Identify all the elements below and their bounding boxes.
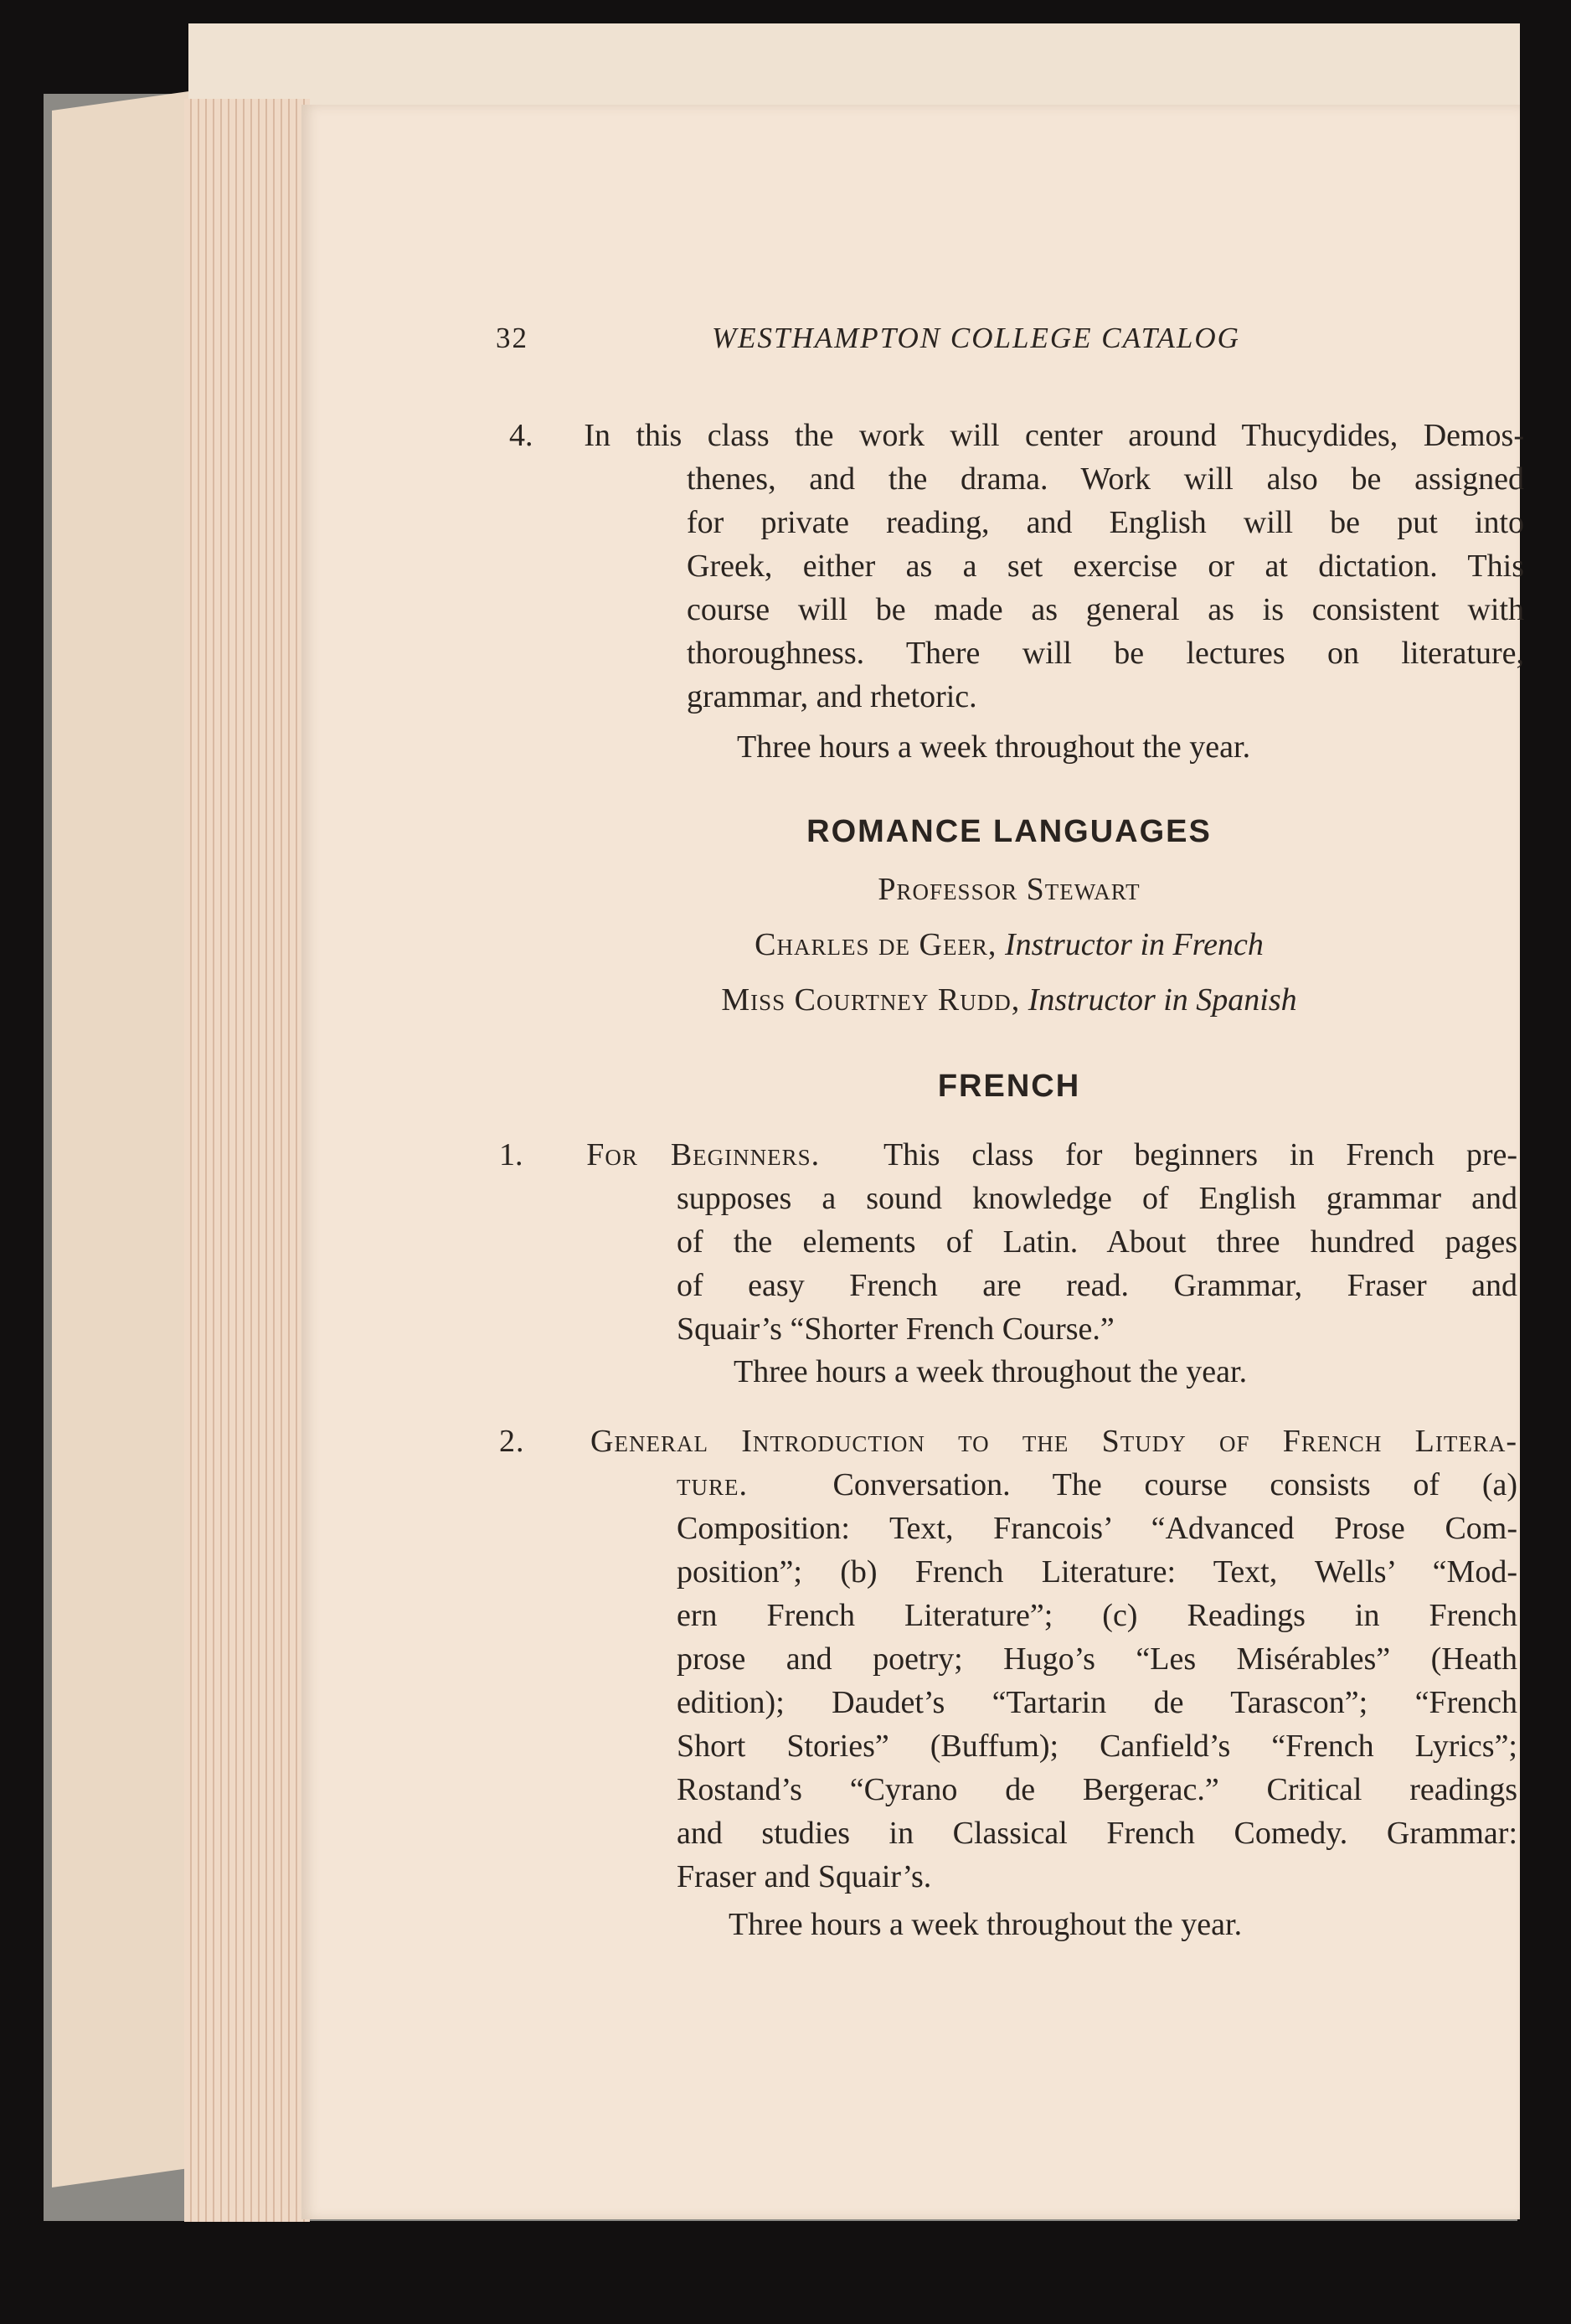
body-line: Composition: Text, Francois’ “Advanced Prose Com- — [677, 1511, 1517, 1546]
page-stack-edges — [184, 99, 310, 2222]
body-line: prose and poetry; Hugo’s “Les Misérables” (Heath — [677, 1641, 1517, 1677]
french-item-1-first-line: 1. For Beginners. This class for beginners in French pre- — [499, 1137, 1517, 1172]
body-line: thoroughness. There will be lectures on literature, — [687, 636, 1524, 671]
body-line: grammar, and rhetoric. — [687, 679, 977, 714]
item-title: For Beginners. — [586, 1137, 821, 1172]
section-heading-romance: ROMANCE LANGUAGES — [806, 814, 1212, 849]
item-title: General Introduction to the Study of French Litera- — [590, 1424, 1517, 1459]
body-line: ern French Literature”; (c) Readings in French — [677, 1598, 1517, 1633]
body-line: of easy French are read. Grammar, Fraser and — [677, 1268, 1517, 1303]
greek-item-4 — [509, 414, 1524, 457]
greek-item-4-hours: Three hours a week throughout the year. — [737, 729, 1251, 765]
body-line: Greek, either as a set exercise or at dictation. This — [687, 549, 1524, 584]
body-line: Short Stories” (Buffum); Canfield’s “French Lyrics”; — [677, 1729, 1517, 1764]
body-line: edition); Daudet’s “Tartarin de Tarascon”; “French — [677, 1685, 1517, 1720]
body-line: position”; (b) French Literature: Text, Wells’ “Mod- — [677, 1554, 1517, 1590]
instructor-line-1: Charles de Geer, Instructor in French — [755, 927, 1264, 962]
french-item-1-hours: Three hours a week throughout the year. — [734, 1354, 1248, 1389]
body-line: of the elements of Latin. About three hundred pages — [677, 1224, 1517, 1260]
french-item-2-body: ture. Conversation. The course consists of (a) Composition: Text, Francois’ “Advanced Prose Com- position”; (b) French Literature: Text, Wells’ “Mod- ern French Literature”; (c) Readings in French prose and poetry; Hugo’s “Les Misérables” (Heath edition); Daudet’s “Tartarin de Tarascon”; “French Short Stories” (Buffum); Canfield’s “French Lyrics”; Rostand’s “Cyrano de Bergerac.” Critical readings and studies in Classical French Comedy. Grammar: Fraser and Squair’s. — [677, 1463, 1517, 1899]
section-heading-french: FRENCH — [937, 1069, 1081, 1104]
body-line: for private reading, and English will be put into — [687, 505, 1524, 540]
body-line: supposes a sound knowledge of English grammar and — [677, 1181, 1517, 1216]
instructor-line-2: Miss Courtney Rudd, Instructor in Spanish — [721, 982, 1297, 1018]
body-line: thenes, and the drama. Work will also be assigned — [687, 461, 1524, 497]
item-first-line: 4. In this class the work will center around Thucydides, Demos- — [509, 418, 1524, 453]
french-item-2-hours: Three hours a week throughout the year. — [729, 1907, 1243, 1942]
french-item-1-body — [677, 1177, 1517, 1351]
body-line: Squair’s “Shorter French Course.” — [677, 1311, 1115, 1347]
body-line: Fraser and Squair’s. — [677, 1859, 932, 1894]
french-item-2-first-line: 2. General Introduction to the Study of French Litera- — [499, 1424, 1517, 1459]
greek-item-4-body — [687, 457, 1524, 719]
professor-line: Professor Stewart — [878, 872, 1141, 907]
page-number: 32 — [496, 322, 528, 354]
body-line: course will be made as general as is consistent with — [687, 592, 1524, 627]
page-title: WESTHAMPTON COLLEGE CATALOG — [712, 322, 1240, 354]
body-line: Rostand’s “Cyrano de Bergerac.” Critical readings — [677, 1772, 1517, 1807]
body-line: and studies in Classical French Comedy. Grammar: — [677, 1816, 1517, 1851]
